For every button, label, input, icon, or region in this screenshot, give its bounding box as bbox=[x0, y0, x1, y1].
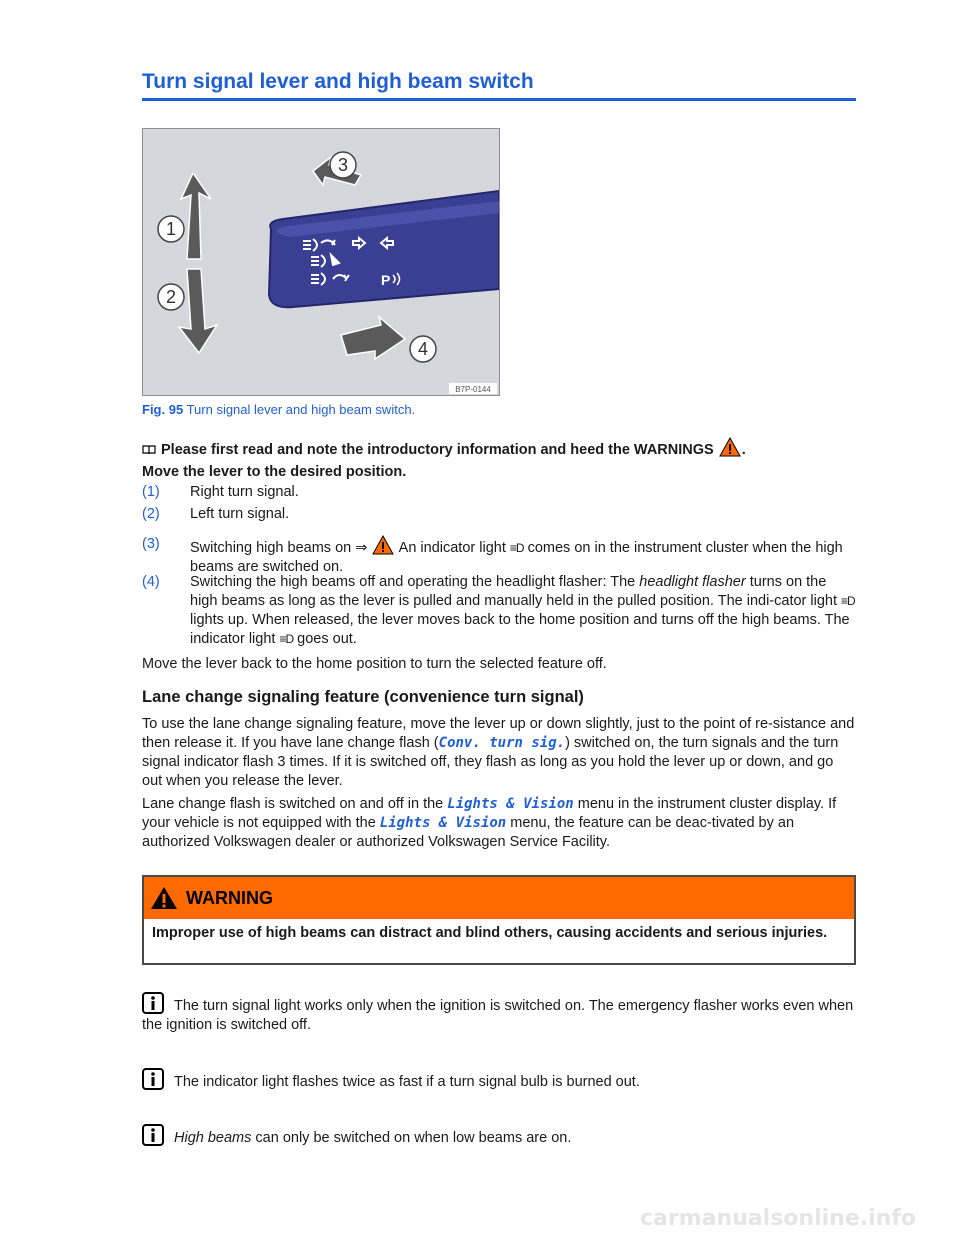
intro-note-end: . bbox=[741, 442, 746, 458]
callout-2: 2 bbox=[165, 287, 177, 307]
info-note-2 bbox=[142, 1068, 856, 1092]
lane-change-paragraph bbox=[142, 715, 856, 791]
warning-triangle-icon bbox=[150, 886, 178, 910]
info-icon bbox=[142, 992, 164, 1014]
parking-label: P bbox=[381, 272, 391, 288]
warning-text: Improper use of high beams can distract and blind others, causing accidents and serious injuries. bbox=[152, 925, 828, 941]
subheading: Lane change signaling feature (convenience turn signal) bbox=[142, 688, 584, 706]
info-note-text: The turn signal light works only when the ignition is switched on. The emergency flasher works even when the ignition is switched off. bbox=[142, 998, 854, 1033]
warning-heading: WARNING bbox=[186, 887, 273, 908]
info-note-text: The indicator light flashes twice as fast if a turn signal bulb is burned out. bbox=[174, 1074, 640, 1090]
figure-caption bbox=[142, 402, 415, 417]
figure-turn-signal-lever bbox=[142, 128, 500, 396]
intro-note-text: Please first read and note the introductory information and heed the WARNINGS bbox=[161, 442, 714, 458]
menu-code: Conv. turn sig. bbox=[438, 735, 566, 751]
info-icon bbox=[142, 1124, 164, 1146]
intro-note bbox=[142, 437, 856, 460]
info-note-1 bbox=[142, 992, 856, 1035]
item-number: (4) bbox=[142, 574, 160, 590]
high-beam-icon: ≡D bbox=[841, 594, 855, 608]
item-text: Right turn signal. bbox=[190, 484, 299, 500]
lane-para2-c: menu, the feature can be deac-tivated by an authorized Volkswagen dealer or authorized Volkswagen Service Facility. bbox=[142, 815, 795, 850]
high-beam-icon: ≡D bbox=[279, 632, 294, 646]
warning-box bbox=[142, 875, 856, 965]
callout-3: 3 bbox=[337, 155, 349, 175]
info-note-3 bbox=[142, 1124, 856, 1148]
item-number: (2) bbox=[142, 506, 160, 522]
warning-header bbox=[144, 877, 854, 919]
lever-illustration bbox=[143, 129, 499, 395]
watermark: carmanualsonline.info bbox=[640, 1206, 916, 1231]
info-icon bbox=[142, 1068, 164, 1090]
home-position-text: Move the lever back to the home position to turn the selected feature off. bbox=[142, 656, 607, 672]
item-text bbox=[190, 535, 856, 577]
info-note-em: High beams bbox=[174, 1130, 252, 1146]
warning-triangle-icon bbox=[719, 437, 741, 457]
item-4-text-c: lights up. When released, the lever moves back to the home position and turns off the high beams. The indicator light bbox=[190, 612, 850, 647]
lane-change-paragraph-2 bbox=[142, 795, 856, 852]
menu-name: Lights & Vision bbox=[379, 815, 507, 831]
instruction: Move the lever to the desired position. bbox=[142, 464, 407, 480]
high-beam-icon: ≡D bbox=[509, 541, 524, 555]
item-text bbox=[190, 573, 856, 649]
lane-para2-a: Lane change flash is switched on and off in the bbox=[142, 796, 444, 812]
item-number: (3) bbox=[142, 536, 160, 552]
item-text: Left turn signal. bbox=[190, 506, 290, 522]
item-4-text-d: goes out. bbox=[297, 631, 357, 647]
item-4-em: headlight flasher bbox=[639, 574, 746, 590]
item-3-text-b: An indicator light bbox=[398, 540, 506, 556]
item-4-text-b: turns on the high beams as long as the lever is pulled and manually held in the pulled position. The indi-cator light bbox=[190, 574, 837, 609]
section-title: Turn signal lever and high beam switch bbox=[142, 70, 856, 101]
item-3-text-c: comes on in the instrument cluster when the high beams are switched on. bbox=[190, 540, 843, 575]
info-note-text: can only be switched on when low beams are on. bbox=[255, 1130, 572, 1146]
callout-1: 1 bbox=[165, 219, 177, 239]
book-icon bbox=[142, 445, 156, 455]
lane-para-b: ) switched on, the turn signals and the turn signal indicator flash 3 times. If it is switched off, they flash as long as you hold the lever up or down, and go out when you release the lever. bbox=[142, 735, 839, 789]
lane-para2-b: menu in the instrument cluster display. If your vehicle is not equipped with the bbox=[142, 796, 837, 831]
figure-code: B7P-0144 bbox=[455, 385, 491, 394]
lane-para-a: To use the lane change signaling feature, move the lever up or down slightly, just to the point of re-sistance and then release it. If you have lane change flash ( bbox=[142, 716, 855, 751]
warning-triangle-icon bbox=[372, 535, 394, 555]
figure-label: Fig. 95 bbox=[142, 402, 184, 417]
item-number: (1) bbox=[142, 484, 160, 500]
item-4-text-a: Switching the high beams off and operating the headlight flasher: The bbox=[190, 574, 636, 590]
item-3-text-a: Switching high beams on ⇒ bbox=[190, 540, 368, 556]
menu-name: Lights & Vision bbox=[447, 796, 574, 812]
figure-caption-text: Turn signal lever and high beam switch. bbox=[186, 402, 416, 417]
callout-4: 4 bbox=[417, 339, 429, 359]
